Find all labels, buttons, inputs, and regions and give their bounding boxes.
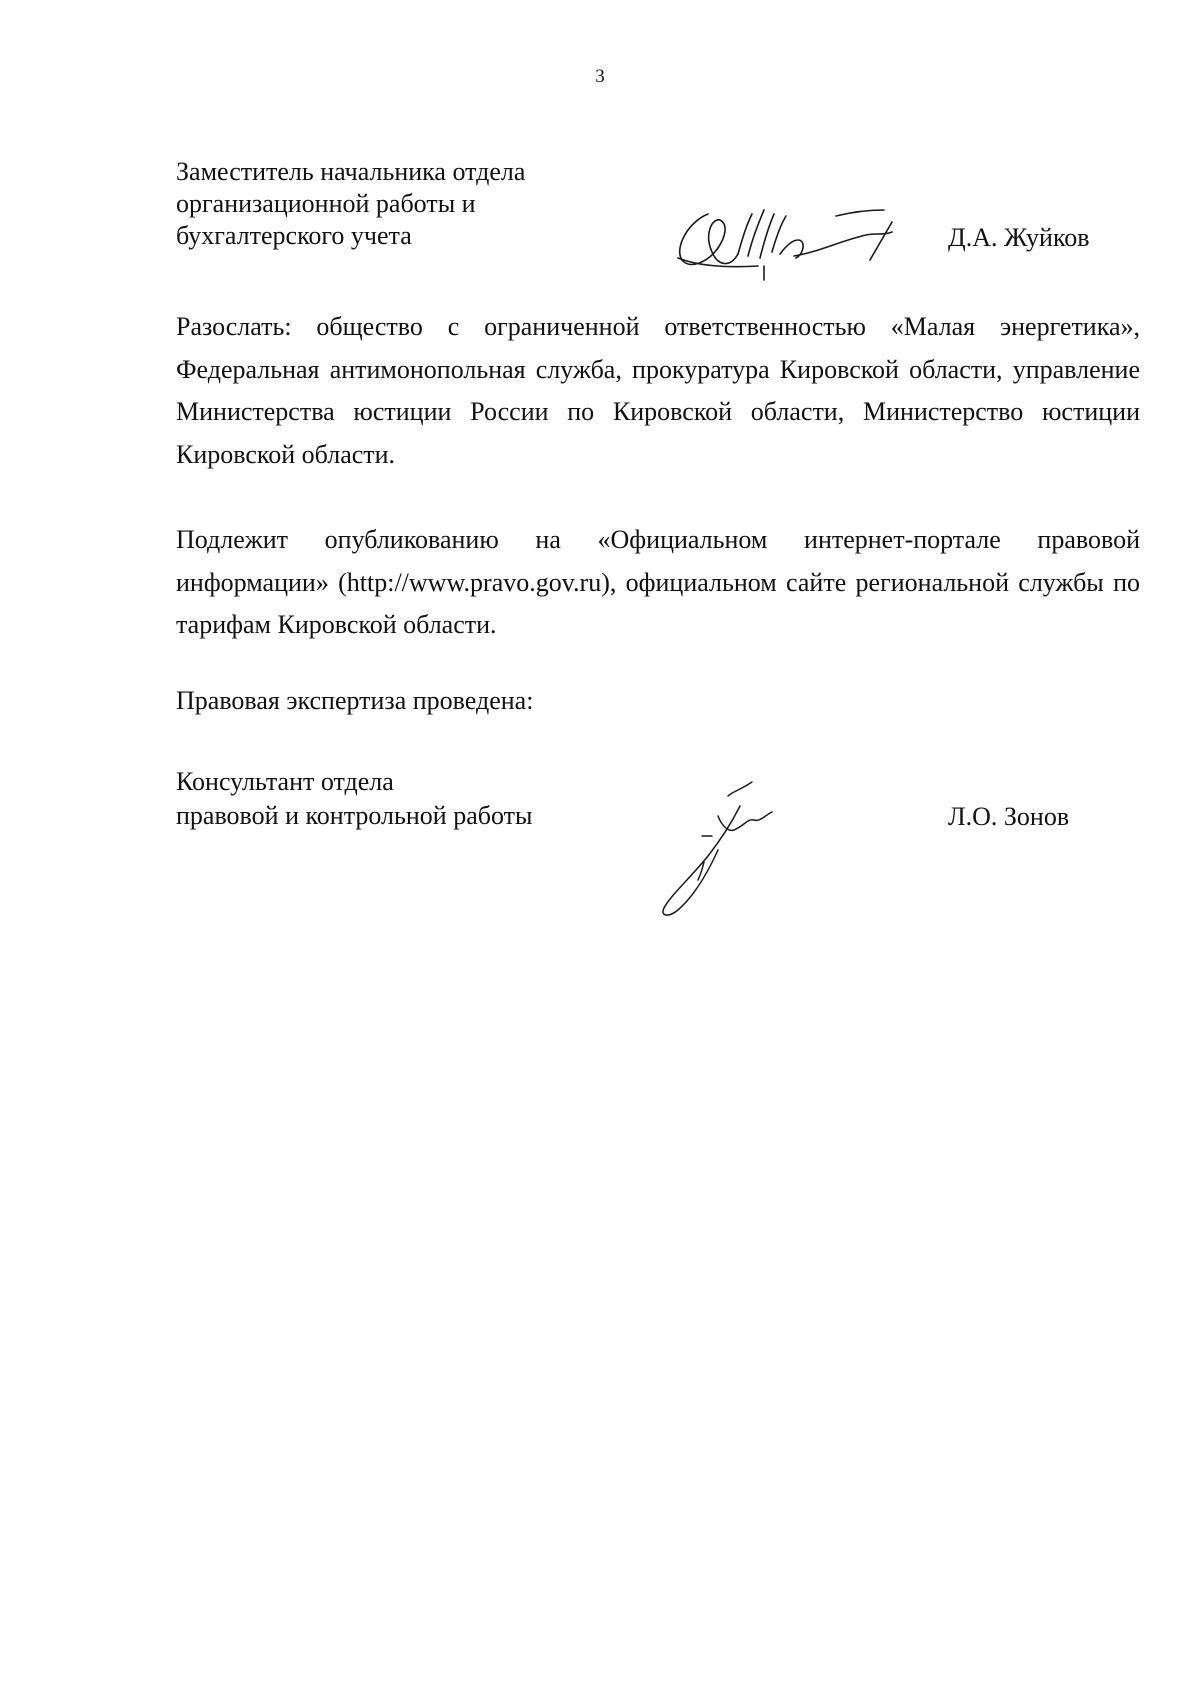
legal-review-label: Правовая экспертиза проведена: (176, 686, 534, 715)
distribution-paragraph: Разослать: общество с ограниченной ответственностью «Малая энергетика», Федеральная антимонопольная служба, прокуратура Кировской области, управление Министерства юстиции России по Кировской области, Министерство юстиции Кировской области. (176, 312, 1140, 469)
publication-paragraph: Подлежит опубликованию на «Официальном интернет-портале правовой информации» (http://www.pravo.gov.ru), официальном сайте региональной службы по тарифам Кировской области. (176, 525, 1140, 639)
signatory-2-title-line: Консультант отдела (176, 767, 394, 796)
signature-2-image (648, 776, 820, 922)
signatory-1-title-line: организационной работы и (176, 189, 476, 218)
signatory-2-title-line: правовой и контрольной работы (176, 801, 533, 830)
signature-1-image (668, 196, 916, 284)
signatory-1-title (176, 156, 596, 252)
signatory-2-name: Л.О. Зонов (948, 802, 1070, 831)
signatory-1-title-line: бухгалтерского учета (176, 221, 412, 250)
signatory-1-name: Д.А. Жуйков (948, 223, 1090, 252)
page-number: 3 (595, 66, 605, 87)
signatory-1-title-line: Заместитель начальника отдела (176, 157, 526, 186)
signatory-2-title (176, 765, 636, 833)
